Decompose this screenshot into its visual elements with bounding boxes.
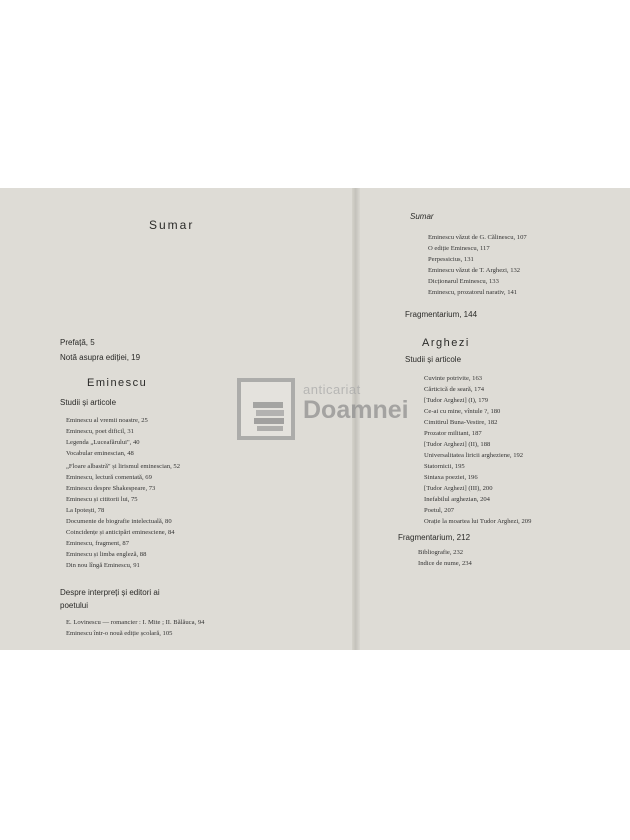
list-item: Eminescu văzut de T. Arghezi, 132	[428, 267, 521, 274]
list-item: [Tudor Arghezi] (I), 179	[424, 397, 489, 404]
list-item: Eminescu, poet dificil, 31	[66, 428, 134, 435]
list-item: „Floare albastră" și lirismul eminescian, 52	[66, 463, 181, 470]
list-item: Eminescu și cititorii lui, 75	[66, 496, 138, 503]
watermark-frame	[237, 378, 295, 440]
list-item: O ediție Eminescu, 117	[428, 245, 490, 252]
list-item: Eminescu al vremii noastre, 25	[66, 417, 148, 424]
list-item: Perpessicius, 131	[428, 256, 474, 263]
list-item: Inefabilul arghezian, 204	[424, 496, 490, 503]
list-item: Eminescu, prozatorul narativ, 141	[428, 289, 518, 296]
list-item: Poetul, 207	[424, 507, 455, 514]
list-item: Orație la moartea lui Tudor Arghezi, 209	[424, 518, 532, 525]
prefata-entry: Prefață, 5	[60, 338, 95, 347]
list-item: Legenda „Luceafărului", 40	[66, 439, 140, 446]
bibliografie-entry: Bibliografie, 232	[418, 549, 464, 556]
list-item: Vocabular eminescian, 48	[66, 450, 134, 457]
despre-heading-line1: Despre interpreți și editori ai	[60, 588, 160, 597]
watermark-doamnei: Doamnei	[303, 396, 409, 424]
list-item: [Tudor Arghezi] (II), 188	[424, 441, 491, 448]
list-item: La Ipotești, 78	[66, 507, 105, 514]
list-item: Universalitatea liricii argheziene, 192	[424, 452, 524, 459]
list-item: Eminescu și limba engleză, 88	[66, 551, 147, 558]
nota-entry: Notă asupra ediției, 19	[60, 353, 141, 362]
list-item: Prozator militant, 187	[424, 430, 482, 437]
despre-heading-line2: poetului	[60, 601, 89, 610]
list-item: Cuvinte potrivite, 163	[424, 375, 483, 382]
indice-entry: Indice de nume, 234	[418, 560, 472, 567]
list-item: Cărticică de seară, 174	[424, 386, 485, 393]
list-item: Eminescu despre Shakespeare, 73	[66, 485, 156, 492]
studii-heading-right: Studii și articole	[405, 355, 462, 364]
arghezi-heading: Arghezi	[422, 337, 470, 349]
list-item: [Tudor Arghezi] (III), 200	[424, 485, 493, 492]
list-item: Ce-ai cu mine, vîntule ?, 180	[424, 408, 501, 415]
list-item: Eminescu, lectură comentată, 69	[66, 474, 152, 481]
studii-heading-left: Studii și articole	[60, 398, 117, 407]
list-item: Din nou lîngă Eminescu, 91	[66, 562, 140, 569]
list-item: Eminescu văzut de G. Călinescu, 107	[428, 234, 527, 241]
fragmentarium-entry-1: Fragmentarium, 144	[405, 310, 478, 319]
running-head: Sumar	[410, 212, 434, 221]
left-page-title: Sumar	[149, 218, 195, 232]
books-in-frame-icon	[251, 400, 289, 432]
list-item: Cimitirul Buna-Vestire, 182	[424, 419, 498, 426]
list-item: Dicționarul Eminescu, 133	[428, 278, 499, 285]
noua-editie-entry: Eminescu într-o nouă ediție școlară, 105	[66, 630, 173, 637]
lovinescu-entry: E. Lovinescu — romancier : I. Mite ; II. Bălăuca, 94	[66, 619, 205, 626]
list-item: Coincidențe și anticipări eminesciene, 84	[66, 529, 175, 536]
watermark-anticariat: anticariat	[303, 382, 361, 397]
fragmentarium-entry-2: Fragmentarium, 212	[398, 533, 471, 542]
eminescu-heading: Eminescu	[87, 377, 148, 389]
list-item: Statornicii, 195	[424, 463, 465, 470]
list-item: Eminescu, fragment, 87	[66, 540, 129, 547]
watermark	[237, 378, 437, 442]
list-item: Sintaxa poeziei, 196	[424, 474, 478, 481]
list-item: Documente de biografie intelectuală, 80	[66, 518, 172, 525]
